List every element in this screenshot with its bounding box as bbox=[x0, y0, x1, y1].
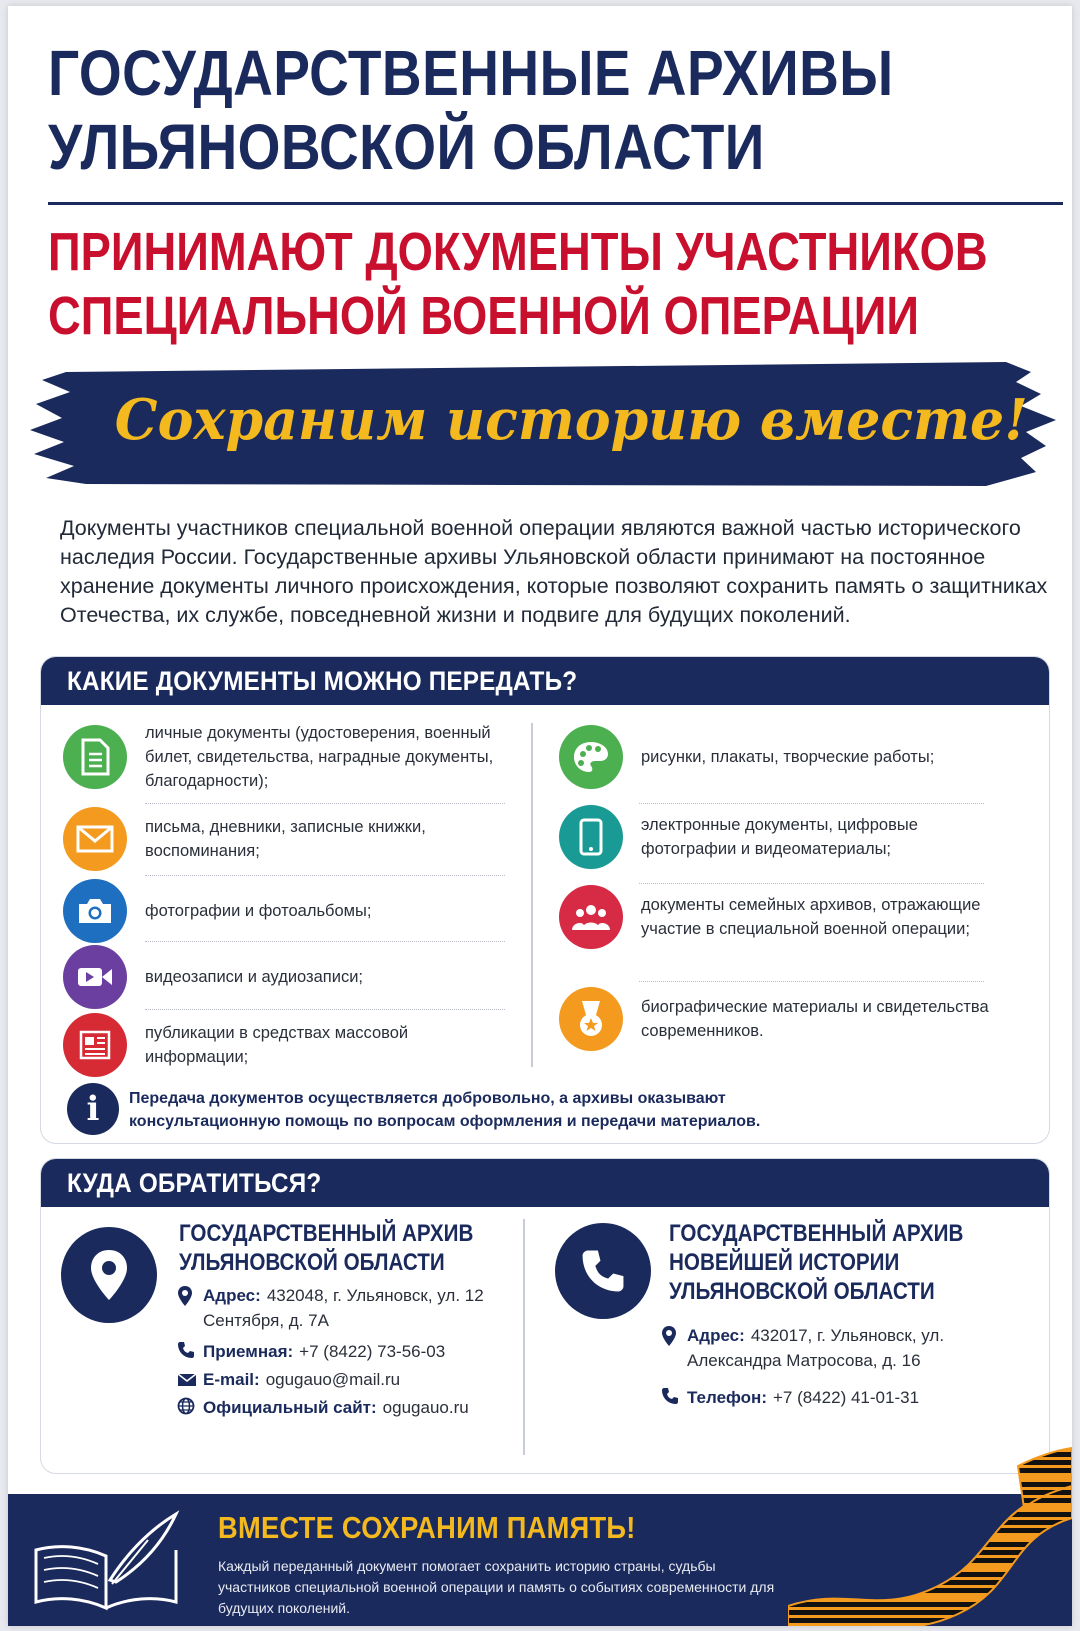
divider bbox=[48, 202, 1063, 205]
separator bbox=[639, 883, 984, 884]
doc-item-label: личные документы (удостоверения, военный билет, свидетельства, наградные документы, благодарности); bbox=[145, 724, 494, 790]
archive1-phone[interactable]: Приемная: +7 (8422) 73-56-03 bbox=[177, 1339, 517, 1366]
open-book-quill-icon bbox=[28, 1510, 188, 1614]
doc-item-video bbox=[63, 945, 503, 1009]
doc-item-label: биографические материалы и свидетельства современников. bbox=[641, 998, 989, 1040]
globe-icon bbox=[177, 1397, 203, 1422]
doc-item-label: видеозаписи и аудиозаписи; bbox=[145, 968, 363, 986]
subtitle-line-1: ПРИНИМАЮТ ДОКУМЕНТЫ УЧАСТНИКОВ bbox=[48, 222, 988, 282]
doc-item-label: рисунки, плакаты, творческие работы; bbox=[641, 748, 935, 766]
doc-item-drawings bbox=[559, 725, 999, 789]
documents-heading: КАКИЕ ДОКУМЕНТЫ МОЖНО ПЕРЕДАТЬ? bbox=[41, 657, 1049, 705]
separator bbox=[639, 981, 984, 982]
newspaper-icon bbox=[63, 1013, 127, 1077]
phone-icon bbox=[177, 1341, 203, 1366]
palette-icon bbox=[559, 725, 623, 789]
poster bbox=[8, 6, 1072, 1626]
address-text: 432048, г. Ульяновск, ул. 12 Сентября, д. 7А bbox=[203, 1286, 484, 1330]
doc-item-label: письма, дневники, записные книжки, воспоминания; bbox=[145, 818, 426, 860]
family-icon bbox=[559, 885, 623, 949]
archive1-website[interactable]: Официальный сайт: ogugauo.ru bbox=[177, 1395, 537, 1422]
intro-paragraph: Документы участников специальной военной операции являются важной частью исторического наследия России. Государственные архивы Ульяновской области принимают на постоянное хранение документы личного происхождения, которые позволяют сохранить память о защитниках Отечества, их службе, повседневной жизни и подвиге для будущих поколений. bbox=[60, 516, 1048, 627]
video-icon bbox=[63, 945, 127, 1009]
doc-item-label: фотографии и фотоальбомы; bbox=[145, 902, 372, 920]
phone-handset-icon bbox=[555, 1223, 651, 1319]
map-pin-icon bbox=[177, 1285, 203, 1333]
footer-text: Каждый переданный документ помогает сохранить историю страны, судьбы участников специальной военной операции и память о событиях современности для будущих поколений. bbox=[218, 1558, 775, 1616]
contacts-heading: КУДА ОБРАТИТЬСЯ? bbox=[41, 1159, 1049, 1207]
st-george-ribbon bbox=[788, 1446, 1072, 1626]
doc-item-photos bbox=[63, 879, 503, 943]
page-subtitle bbox=[48, 220, 988, 348]
address-text: 432017, г. Ульяновск, ул. Александра Матросова, д. 16 bbox=[687, 1326, 945, 1370]
doc-item-publications bbox=[63, 1013, 503, 1077]
envelope-icon bbox=[63, 807, 127, 871]
separator bbox=[145, 1009, 505, 1010]
slogan: Сохраним историю вместе! bbox=[114, 387, 1028, 453]
separator bbox=[145, 941, 505, 942]
separator bbox=[639, 803, 984, 804]
documents-panel bbox=[40, 656, 1050, 1144]
footer-banner bbox=[8, 1494, 1072, 1626]
separator bbox=[145, 803, 505, 804]
archive1-name: ГОСУДАРСТВЕННЫЙ АРХИВ УЛЬЯНОВСКОЙ ОБЛАСТИ bbox=[179, 1220, 474, 1276]
location-pin-icon bbox=[61, 1227, 157, 1323]
doc-item-biographies bbox=[559, 987, 999, 1051]
email-icon bbox=[177, 1369, 203, 1394]
info-icon: i bbox=[67, 1083, 119, 1135]
smartphone-icon bbox=[559, 805, 623, 869]
camera-icon bbox=[63, 879, 127, 943]
archive2-name: ГОСУДАРСТВЕННЫЙ АРХИВ НОВЕЙШЕЙ ИСТОРИИ УЛЬЯНОВСКОЙ ОБЛАСТИ bbox=[669, 1220, 964, 1305]
info-note: Передача документов осуществляется добровольно, а архивы оказывают консультационную помощь по вопросам оформления и передачи материалов. bbox=[129, 1090, 761, 1130]
archive2-address: Адрес: 432017, г. Ульяновск, ул. Александра Матросова, д. 16 bbox=[661, 1323, 981, 1373]
doc-item-label: публикации в средствах массовой информации; bbox=[145, 1024, 409, 1066]
archive2-phone[interactable]: Телефон: +7 (8422) 41-01-31 bbox=[661, 1385, 1001, 1412]
doc-item-label: документы семейных архивов, отражающие участие в специальной военной операции; bbox=[641, 896, 981, 938]
doc-item-letters bbox=[63, 807, 503, 871]
column-divider bbox=[523, 1219, 525, 1455]
archive1-email[interactable]: E-mail: ogugauo@mail.ru bbox=[177, 1367, 517, 1394]
column-divider bbox=[531, 723, 533, 1067]
archive1-address: Адрес: 432048, г. Ульяновск, ул. 12 Сентября, д. 7А bbox=[177, 1283, 497, 1333]
title-line-1: ГОСУДАРСТВЕННЫЕ АРХИВЫ bbox=[48, 37, 894, 109]
map-pin-icon bbox=[661, 1325, 687, 1373]
doc-item-personal bbox=[63, 721, 503, 793]
phone-icon bbox=[661, 1387, 687, 1412]
doc-item-electronic bbox=[559, 805, 999, 869]
separator bbox=[145, 875, 505, 876]
footer-title: ВМЕСТЕ СОХРАНИМ ПАМЯТЬ! bbox=[218, 1510, 636, 1545]
doc-item-family bbox=[559, 885, 999, 949]
doc-item-label: электронные документы, цифровые фотографии и видеоматериалы; bbox=[641, 816, 918, 858]
medal-icon bbox=[559, 987, 623, 1051]
page-title bbox=[48, 36, 908, 184]
document-icon bbox=[63, 725, 127, 789]
subtitle-line-2: СПЕЦИАЛЬНОЙ ВОЕННОЙ ОПЕРАЦИИ bbox=[48, 286, 920, 346]
title-line-2: УЛЬЯНОВСКОЙ ОБЛАСТИ bbox=[48, 111, 765, 183]
contacts-panel bbox=[40, 1158, 1050, 1474]
